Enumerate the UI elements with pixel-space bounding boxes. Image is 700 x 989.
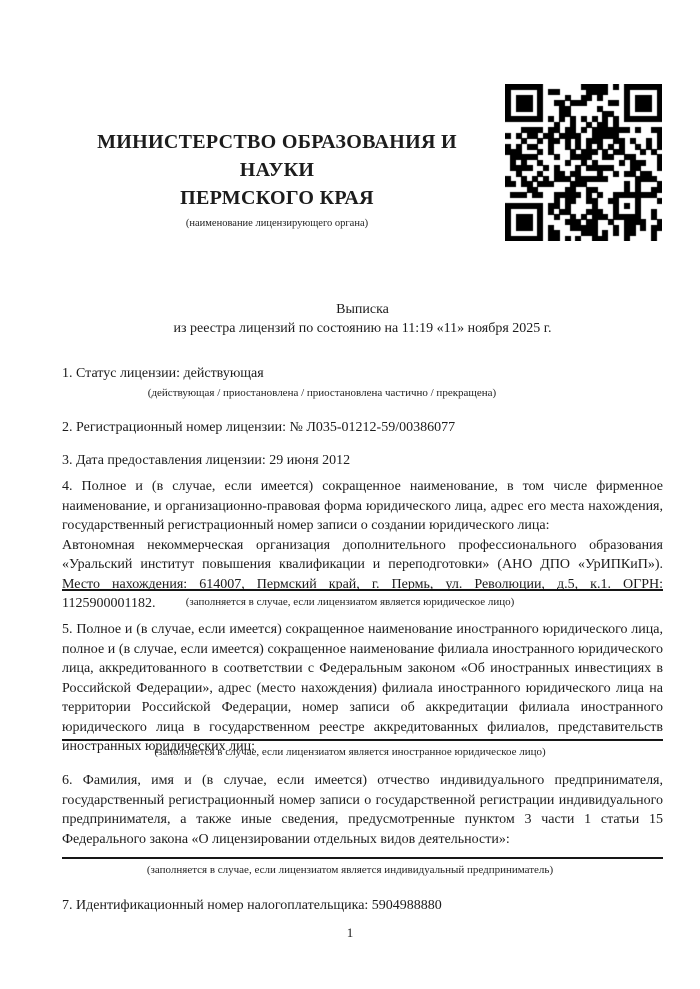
item-5-note: (заполняется в случае, если лицензиатом является иностранное юридическое лицо) <box>154 746 546 758</box>
item-4-label: 4. Полное и (в случае, если имеется) сокращенное наименование, в том числе фирменное наименование, и организационно-правовая форма юридического лица, адрес его места нахождения, государственный регистрационный номер записи о создании юридического лица: <box>62 479 663 533</box>
title-line2: из реестра лицензий по состоянию на 11:19 «11» ноября 2025 г. <box>173 321 552 336</box>
title-line1: Выписка <box>336 302 389 317</box>
item-1-note: (действующая / приостановлена / приостановлена частично / прекращена) <box>147 387 497 399</box>
item-7-taxpayer-number: 7. Идентификационный номер налогоплательщика: 5904988880 <box>62 898 442 913</box>
item-6-individual-entrepreneur: 6. Фамилия, имя и (в случае, если имеется) отчество индивидуального предпринимателя, государственный регистрационный номер записи о государственной регистрации индивидуального предпринимателя, а также иные сведения, предусмотренные пунктом 3 части 1 статьи 15 Федерального закона «О лицензировании отдельных видов деятельности»: <box>62 773 663 847</box>
ministry-name-line2: ПЕРМСКОГО КРАЯ <box>180 187 374 209</box>
item-3-license-date: 3. Дата предоставления лицензии: 29 июня 2012 <box>62 453 351 468</box>
rule-under-item-5 <box>62 739 663 741</box>
item-4-note: (заполняется в случае, если лицензиатом является юридическое лицо) <box>185 596 515 608</box>
page-number: 1 <box>346 925 354 940</box>
item-1-license-status: 1. Статус лицензии: действующая <box>62 366 264 381</box>
ministry-name-line1: МИНИСТЕРСТВО ОБРАЗОВАНИЯ И НАУКИ <box>97 131 457 181</box>
item-5-foreign-entity: 5. Полное и (в случае, если имеется) сокращенное наименование иностранного юридического лица, полное и (в случае, если имеется) сокращенное наименование филиала иностранного юридического лица, аккредитованного в соответствии с Федеральным законом «Об иностранных инвестициях в Российской Федерации», адрес (место нахождения) филиала иностранного юридического лица на территории Российской Федерации, номер записи об аккредитации филиала иностранного юридического лица в государственном реестре аккредитованных филиалов, представительств иностранных юридических лиц: <box>62 622 663 754</box>
item-6-note: (заполняется в случае, если лицензиатом является индивидуальный предприниматель) <box>146 864 554 876</box>
item-4-value: Автономная некоммерческая организация дополнительного профессионального образования «Уральский институт повышения квалификации и переподготовки» (АНО ДПО «УрИПКиП»). Место нахождения: 614007, Пермский край, г. Пермь, ул. Революции, д.5, к.1. ОГРН: 1125900001182. <box>62 537 663 611</box>
rule-under-item-4 <box>62 589 663 591</box>
item-4-legal-entity <box>62 477 663 614</box>
licensing-authority-caption: (наименование лицензирующего органа) <box>185 218 369 229</box>
document-title <box>62 300 663 338</box>
item-2-registration-number: 2. Регистрационный номер лицензии: № Л035-01212-59/00386077 <box>62 420 456 435</box>
licensing-authority-header <box>62 128 492 230</box>
rule-under-item-6 <box>62 857 663 859</box>
qr-code-icon <box>505 84 662 241</box>
